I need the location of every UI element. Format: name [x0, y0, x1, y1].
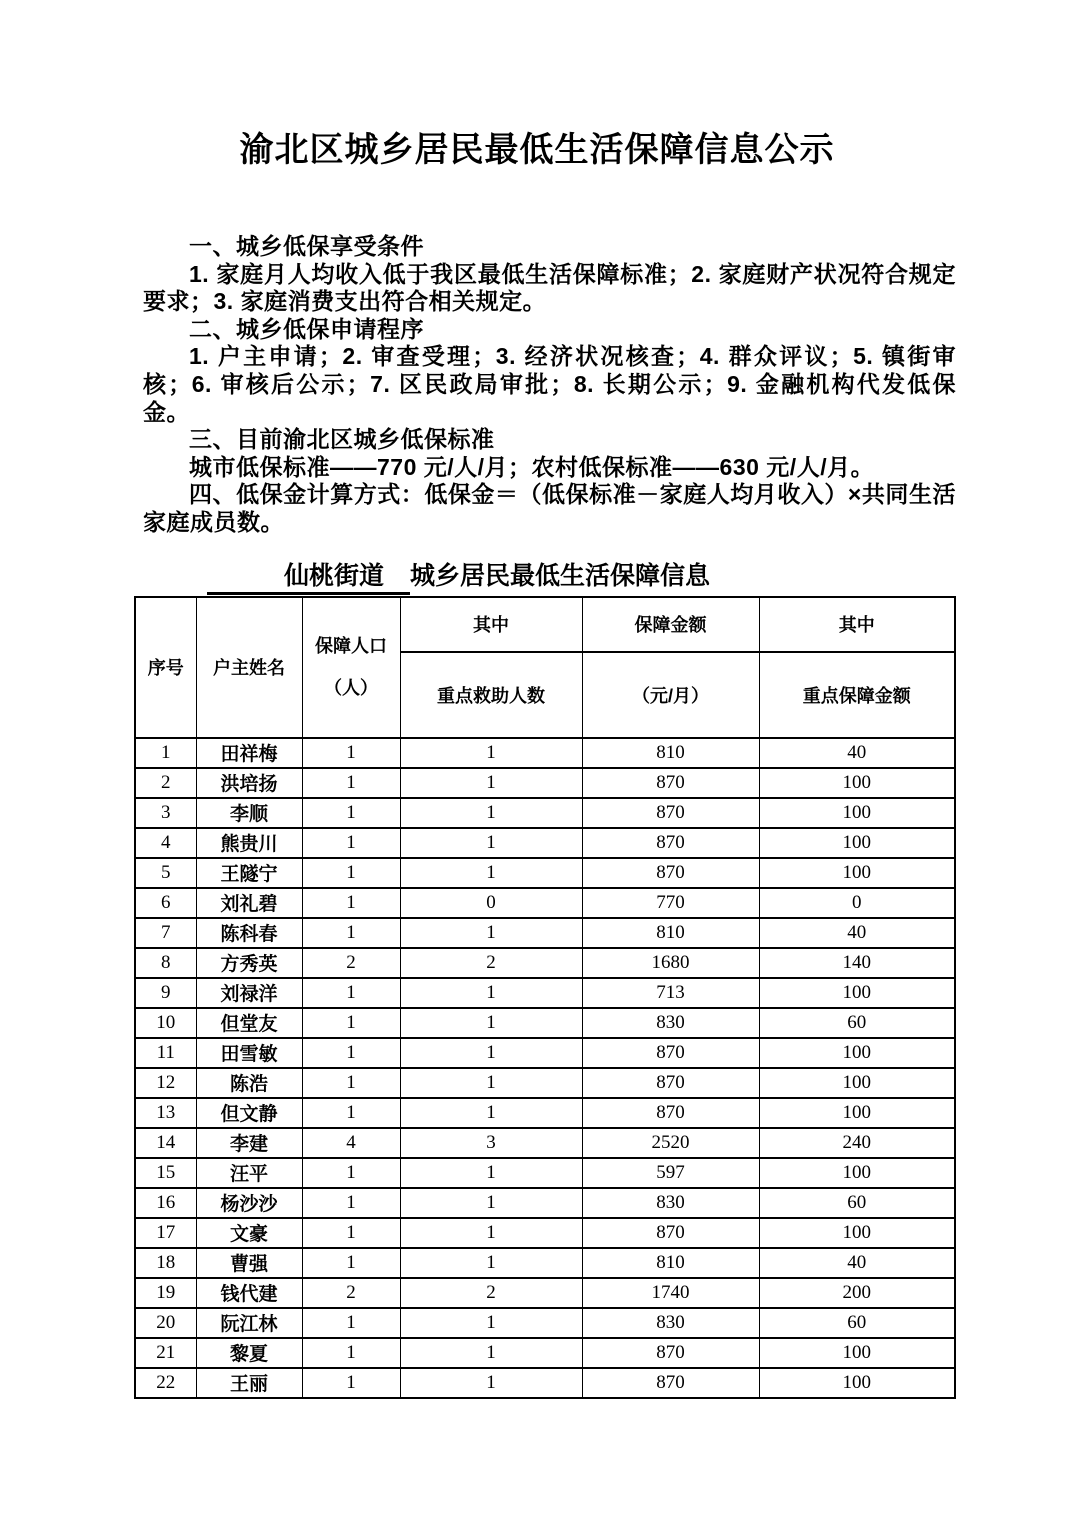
key-assist-persons-cell: 3	[400, 1128, 582, 1158]
population-cell: 1	[302, 1188, 400, 1218]
key-amount-cell: 60	[759, 1188, 955, 1218]
header-among-amount: 其中	[759, 597, 955, 652]
table-row	[135, 1128, 955, 1158]
population-cell: 1	[302, 1368, 400, 1398]
amount-cell: 713	[582, 978, 759, 1008]
table-row	[135, 1158, 955, 1188]
table-row	[135, 1248, 955, 1278]
population-cell: 1	[302, 738, 400, 768]
amount-cell: 810	[582, 1248, 759, 1278]
key-amount-cell: 60	[759, 1008, 955, 1038]
householder-name-cell: 刘禄洋	[196, 978, 302, 1008]
population-cell: 1	[302, 1068, 400, 1098]
serial-cell: 6	[135, 888, 196, 918]
serial-cell: 9	[135, 978, 196, 1008]
section-3-heading: 三、目前渝北区城乡低保标准	[189, 426, 495, 453]
householder-name-cell: 汪平	[196, 1158, 302, 1188]
population-cell: 1	[302, 858, 400, 888]
key-amount-cell: 100	[759, 1098, 955, 1128]
amount-cell: 597	[582, 1158, 759, 1188]
key-assist-persons-cell: 1	[400, 1218, 582, 1248]
key-assist-persons-cell: 1	[400, 1008, 582, 1038]
amount-cell: 870	[582, 1038, 759, 1068]
table-header-row-1	[135, 597, 955, 652]
serial-cell: 14	[135, 1128, 196, 1158]
amount-cell: 770	[582, 888, 759, 918]
header-householder-name: 户主姓名	[196, 597, 302, 738]
serial-cell: 15	[135, 1158, 196, 1188]
population-cell: 1	[302, 1218, 400, 1248]
section-4-paragraph: 四、低保金计算方式：低保金＝（低保标准－家庭人均月收入）×共同生活家庭成员数。	[143, 481, 956, 535]
key-amount-cell: 40	[759, 1248, 955, 1278]
householder-name-cell: 王丽	[196, 1368, 302, 1398]
key-amount-cell: 100	[759, 1068, 955, 1098]
table-body	[135, 738, 955, 1398]
key-assist-persons-cell: 1	[400, 1188, 582, 1218]
key-amount-cell: 100	[759, 1368, 955, 1398]
table-row	[135, 1008, 955, 1038]
key-amount-cell: 100	[759, 1338, 955, 1368]
header-population-line1: 保障人口	[315, 636, 387, 657]
header-among-persons: 其中	[400, 597, 582, 652]
key-amount-cell: 40	[759, 738, 955, 768]
key-assist-persons-cell: 0	[400, 888, 582, 918]
householder-name-cell: 王隧宁	[196, 858, 302, 888]
key-assist-persons-cell: 1	[400, 1068, 582, 1098]
table-row	[135, 1098, 955, 1128]
householder-name-cell: 洪培扬	[196, 768, 302, 798]
householder-name-cell: 阮江林	[196, 1308, 302, 1338]
table-row	[135, 738, 955, 768]
householder-name-cell: 方秀英	[196, 948, 302, 978]
householder-name-cell: 刘礼碧	[196, 888, 302, 918]
key-assist-persons-cell: 1	[400, 918, 582, 948]
population-cell: 1	[302, 1248, 400, 1278]
serial-cell: 5	[135, 858, 196, 888]
householder-name-cell: 熊贵川	[196, 828, 302, 858]
key-amount-cell: 100	[759, 1158, 955, 1188]
key-amount-cell: 100	[759, 1218, 955, 1248]
key-amount-cell: 100	[759, 978, 955, 1008]
amount-cell: 1740	[582, 1278, 759, 1308]
serial-cell: 10	[135, 1008, 196, 1038]
serial-cell: 16	[135, 1188, 196, 1218]
header-key-assist-persons: 重点救助人数	[400, 652, 582, 738]
serial-cell: 12	[135, 1068, 196, 1098]
table-row	[135, 1218, 955, 1248]
key-assist-persons-cell: 1	[400, 978, 582, 1008]
key-assist-persons-cell: 1	[400, 798, 582, 828]
serial-cell: 17	[135, 1218, 196, 1248]
table-row	[135, 1068, 955, 1098]
householder-name-cell: 李建	[196, 1128, 302, 1158]
serial-cell: 1	[135, 738, 196, 768]
key-assist-persons-cell: 1	[400, 1248, 582, 1278]
key-assist-persons-cell: 2	[400, 1278, 582, 1308]
table-row	[135, 1188, 955, 1218]
key-amount-cell: 200	[759, 1278, 955, 1308]
serial-cell: 21	[135, 1338, 196, 1368]
key-assist-persons-cell: 1	[400, 738, 582, 768]
header-amount-unit: （元/月）	[582, 652, 759, 738]
key-assist-persons-cell: 1	[400, 1038, 582, 1068]
amount-cell: 870	[582, 1368, 759, 1398]
key-amount-cell: 100	[759, 828, 955, 858]
key-assist-persons-cell: 1	[400, 1368, 582, 1398]
householder-name-cell: 陈科春	[196, 918, 302, 948]
serial-cell: 20	[135, 1308, 196, 1338]
population-cell: 1	[302, 798, 400, 828]
benefits-table	[134, 596, 956, 1399]
population-cell: 1	[302, 1038, 400, 1068]
amount-cell: 810	[582, 738, 759, 768]
householder-name-cell: 黎夏	[196, 1338, 302, 1368]
header-population	[302, 597, 400, 738]
document-body	[143, 169, 956, 537]
amount-cell: 870	[582, 1068, 759, 1098]
householder-name-cell: 田祥梅	[196, 738, 302, 768]
table-title	[207, 561, 1074, 595]
amount-cell: 870	[582, 1218, 759, 1248]
population-cell: 1	[302, 918, 400, 948]
population-cell: 1	[302, 768, 400, 798]
amount-cell: 870	[582, 858, 759, 888]
serial-cell: 2	[135, 768, 196, 798]
key-amount-cell: 240	[759, 1128, 955, 1158]
population-cell: 1	[302, 828, 400, 858]
population-cell: 1	[302, 1338, 400, 1368]
amount-cell: 2520	[582, 1128, 759, 1158]
table-row	[135, 1338, 955, 1368]
key-amount-cell: 60	[759, 1308, 955, 1338]
table-row	[135, 1308, 955, 1338]
amount-cell: 870	[582, 768, 759, 798]
serial-cell: 4	[135, 828, 196, 858]
serial-cell: 18	[135, 1248, 196, 1278]
amount-cell: 870	[582, 1098, 759, 1128]
key-amount-cell: 0	[759, 888, 955, 918]
table-title-rest: 城乡居民最低生活保障信息	[410, 561, 711, 590]
table-row	[135, 978, 955, 1008]
table-title-street-name: 仙桃街道	[207, 561, 410, 595]
amount-cell: 1680	[582, 948, 759, 978]
table-row	[135, 858, 955, 888]
householder-name-cell: 但堂友	[196, 1008, 302, 1038]
table-row	[135, 798, 955, 828]
householder-name-cell: 李顺	[196, 798, 302, 828]
population-cell: 2	[302, 948, 400, 978]
table-row	[135, 1278, 955, 1308]
section-1-heading: 一、城乡低保享受条件	[189, 233, 424, 259]
population-cell: 1	[302, 888, 400, 918]
serial-cell: 8	[135, 948, 196, 978]
header-amount: 保障金额	[582, 597, 759, 652]
population-cell: 1	[302, 1158, 400, 1188]
householder-name-cell: 曹强	[196, 1248, 302, 1278]
key-amount-cell: 100	[759, 768, 955, 798]
key-assist-persons-cell: 1	[400, 1098, 582, 1128]
amount-cell: 830	[582, 1008, 759, 1038]
serial-cell: 3	[135, 798, 196, 828]
householder-name-cell: 杨沙沙	[196, 1188, 302, 1218]
table-header	[135, 597, 955, 738]
amount-cell: 830	[582, 1308, 759, 1338]
table-row	[135, 1038, 955, 1068]
population-cell: 2	[302, 1278, 400, 1308]
section-2-body: 1. 户主申请；2. 审查受理；3. 经济状况核查；4. 群众评议；5. 镇街审核；6. 审核后公示；7. 区民政局审批；8. 长期公示；9. 金融机构代发低保金。	[143, 343, 956, 425]
serial-cell: 11	[135, 1038, 196, 1068]
householder-name-cell: 文豪	[196, 1218, 302, 1248]
householder-name-cell: 田雪敏	[196, 1038, 302, 1068]
key-amount-cell: 100	[759, 798, 955, 828]
serial-cell: 22	[135, 1368, 196, 1398]
key-assist-persons-cell: 1	[400, 1308, 582, 1338]
population-cell: 1	[302, 1008, 400, 1038]
header-serial: 序号	[135, 597, 196, 738]
key-amount-cell: 100	[759, 858, 955, 888]
serial-cell: 19	[135, 1278, 196, 1308]
table-row	[135, 1368, 955, 1398]
key-assist-persons-cell: 1	[400, 858, 582, 888]
population-cell: 4	[302, 1128, 400, 1158]
key-assist-persons-cell: 1	[400, 1158, 582, 1188]
table-row	[135, 768, 955, 798]
header-population-line2: （人）	[324, 678, 378, 699]
key-assist-persons-cell: 1	[400, 768, 582, 798]
key-assist-persons-cell: 1	[400, 1338, 582, 1368]
amount-cell: 810	[582, 918, 759, 948]
section-3-body: 城市低保标准——770 元/人/月；农村低保标准——630 元/人/月。	[189, 453, 875, 480]
population-cell: 1	[302, 1098, 400, 1128]
key-amount-cell: 140	[759, 948, 955, 978]
key-amount-cell: 100	[759, 1038, 955, 1068]
serial-cell: 7	[135, 918, 196, 948]
householder-name-cell: 但文静	[196, 1098, 302, 1128]
amount-cell: 870	[582, 828, 759, 858]
key-assist-persons-cell: 2	[400, 948, 582, 978]
table-row	[135, 828, 955, 858]
householder-name-cell: 陈浩	[196, 1068, 302, 1098]
key-amount-cell: 40	[759, 918, 955, 948]
document-title: 渝北区城乡居民最低生活保障信息公示	[239, 131, 835, 169]
population-cell: 1	[302, 1308, 400, 1338]
table-row	[135, 918, 955, 948]
table-row	[135, 948, 955, 978]
amount-cell: 830	[582, 1188, 759, 1218]
amount-cell: 870	[582, 1338, 759, 1368]
serial-cell: 13	[135, 1098, 196, 1128]
householder-name-cell: 钱代建	[196, 1278, 302, 1308]
amount-cell: 870	[582, 798, 759, 828]
section-2-heading: 二、城乡低保申请程序	[189, 315, 424, 342]
population-cell: 1	[302, 978, 400, 1008]
header-key-amount: 重点保障金额	[759, 652, 955, 738]
key-assist-persons-cell: 1	[400, 828, 582, 858]
table-row	[135, 888, 955, 918]
section-1-body: 1. 家庭月人均收入低于我区最低生活保障标准；2. 家庭财产状况符合规定要求；3. 家庭消费支出符合相关规定。	[143, 260, 956, 315]
